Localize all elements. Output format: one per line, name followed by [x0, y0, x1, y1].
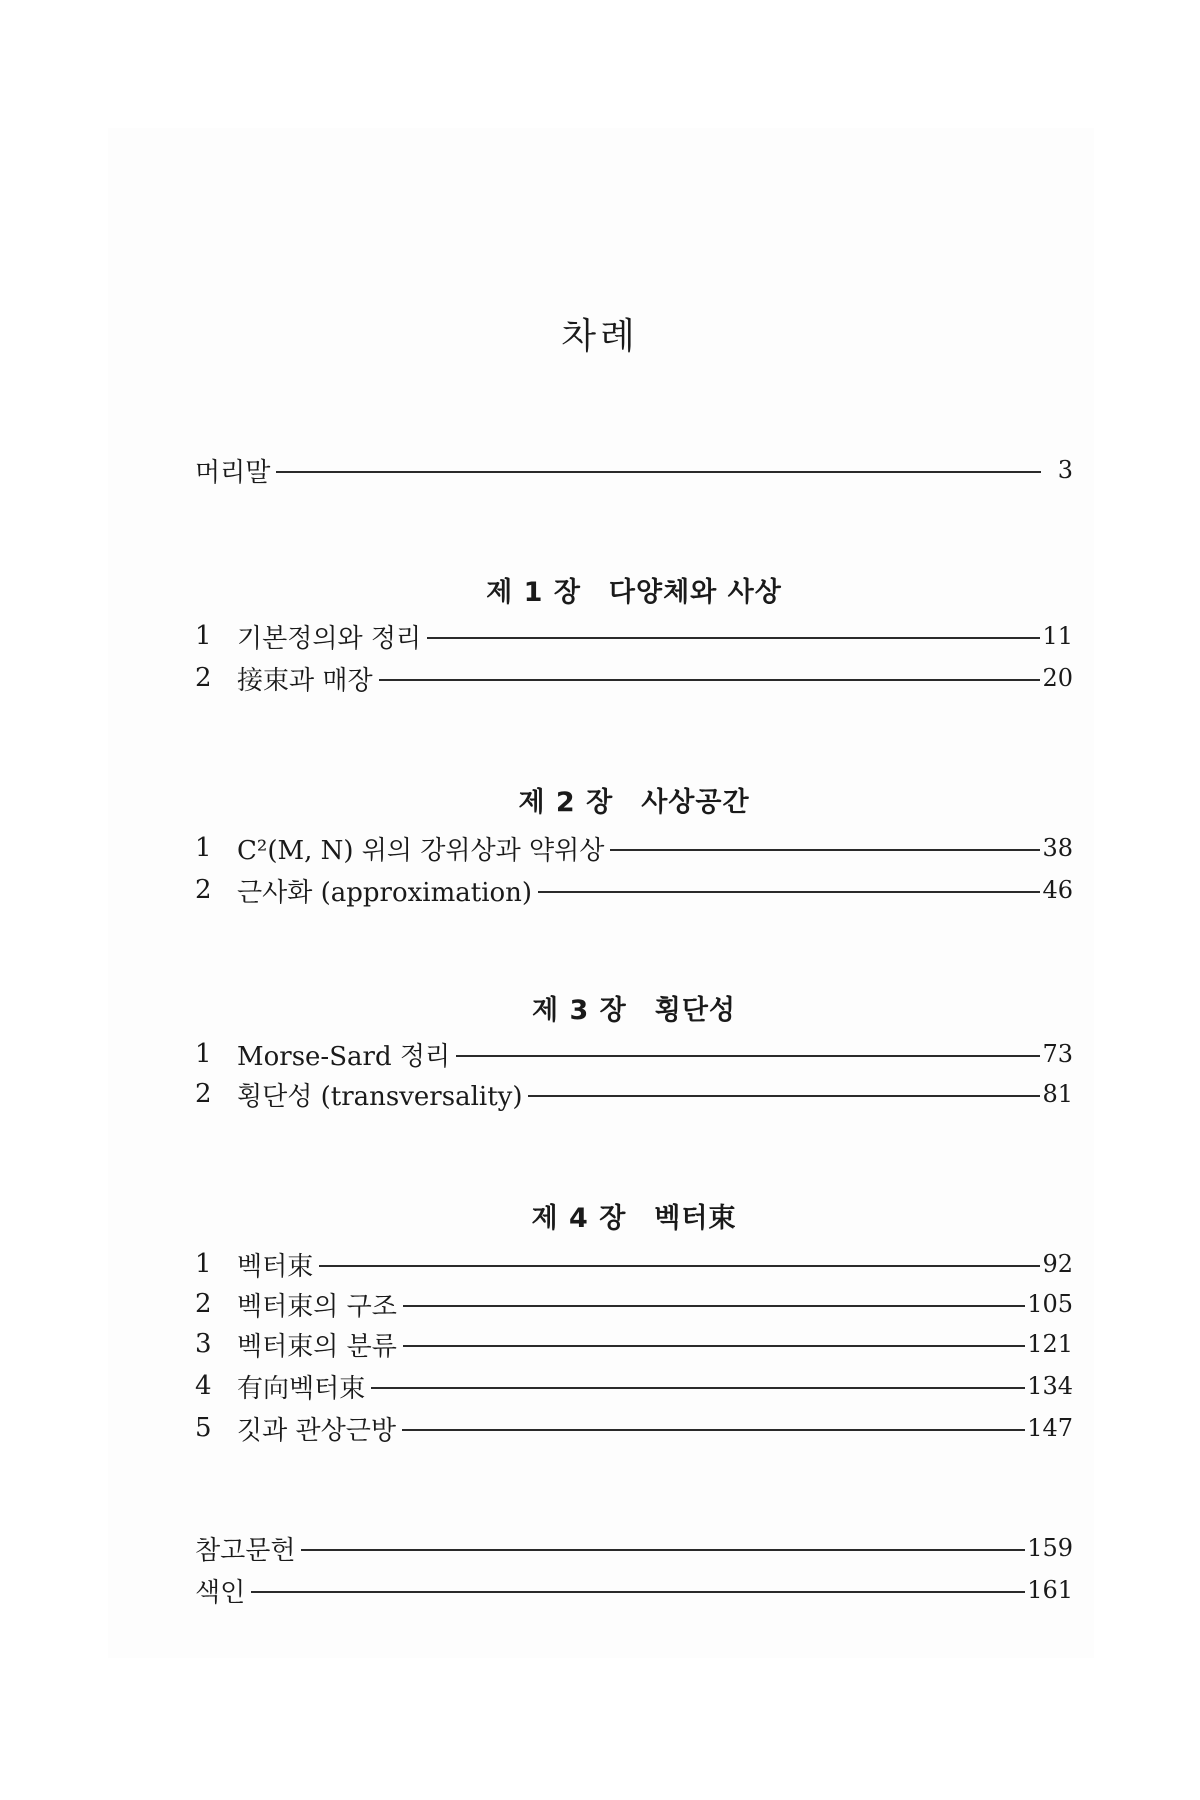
section-number: 2	[195, 1289, 212, 1319]
section-number: 2	[195, 875, 212, 905]
page-title: 차례	[561, 316, 639, 357]
chapter-number: 제 2 장	[518, 787, 614, 818]
toc-entry-index[interactable]	[195, 1572, 1073, 1608]
dot-leader	[402, 1429, 1025, 1431]
entry-label: 참고문헌	[195, 1535, 296, 1566]
dot-leader	[427, 637, 1040, 639]
chapter-heading-4	[195, 1196, 1073, 1235]
entry-page-number: 92	[1042, 1250, 1073, 1278]
toc-entry[interactable]	[195, 1036, 1073, 1072]
toc-entry[interactable]	[195, 872, 1073, 908]
entry-page-number: 73	[1042, 1040, 1073, 1068]
dot-leader	[276, 471, 1041, 473]
entry-page-number: 20	[1042, 664, 1073, 692]
toc-entry-preface[interactable]	[195, 452, 1073, 488]
entry-label: 벡터束	[237, 1251, 314, 1282]
chapter-title: 다양체와 사상	[608, 577, 782, 608]
toc-entry[interactable]	[195, 660, 1073, 696]
section-number: 1	[195, 1249, 212, 1279]
chapter-title: 벡터束	[654, 1203, 737, 1234]
entry-label: Morse-Sard 정리	[237, 1041, 451, 1072]
chapter-number: 제 1 장	[486, 577, 581, 608]
entry-page-number: 38	[1042, 834, 1073, 862]
dot-leader	[456, 1055, 1040, 1057]
section-number: 1	[195, 621, 212, 651]
entry-page-number: 159	[1027, 1534, 1073, 1562]
entry-label: 벡터束의 분류	[237, 1331, 397, 1362]
dot-leader	[610, 849, 1040, 851]
section-number: 4	[195, 1371, 212, 1401]
entry-page-number: 105	[1027, 1290, 1073, 1318]
chapter-heading-1	[195, 570, 1073, 609]
chapter-title: 사상공간	[641, 787, 750, 818]
dot-leader	[301, 1549, 1025, 1551]
entry-page-number: 81	[1042, 1080, 1073, 1108]
chapter-number: 제 3 장	[531, 995, 627, 1026]
toc-entry[interactable]	[195, 1410, 1073, 1446]
section-number: 2	[195, 663, 212, 693]
entry-page-number: 121	[1027, 1330, 1073, 1358]
dot-leader	[528, 1095, 1040, 1097]
entry-page-number: 161	[1027, 1576, 1073, 1604]
entry-label: 깃과 관상근방	[237, 1415, 396, 1446]
chapter-number: 제 4 장	[531, 1203, 627, 1234]
chapter-heading-3	[195, 988, 1073, 1027]
dot-leader	[538, 891, 1040, 893]
toc-entry[interactable]	[195, 1286, 1073, 1322]
section-number: 1	[195, 833, 212, 863]
section-number: 1	[195, 1039, 212, 1069]
dot-leader	[371, 1387, 1025, 1389]
entry-label: 벡터束의 구조	[237, 1291, 397, 1322]
toc-entry[interactable]	[195, 1368, 1073, 1404]
toc-entry[interactable]	[195, 830, 1073, 866]
dot-leader	[319, 1265, 1040, 1267]
dot-leader	[403, 1305, 1025, 1307]
entry-label: 기본정의와 정리	[237, 623, 422, 654]
dot-leader	[251, 1591, 1025, 1593]
chapter-heading-2	[195, 780, 1073, 819]
entry-page-number: 147	[1027, 1414, 1073, 1442]
entry-page-number: 46	[1042, 876, 1073, 904]
toc-entry-references[interactable]	[195, 1530, 1073, 1566]
dot-leader	[379, 679, 1041, 681]
entry-label: 有向벡터束	[237, 1373, 366, 1404]
entry-label: 머리말	[195, 457, 271, 488]
toc-entry[interactable]	[195, 1076, 1073, 1112]
section-number: 5	[195, 1413, 212, 1443]
entry-page-number: 3	[1057, 456, 1073, 484]
chapter-title: 횡단성	[654, 995, 736, 1026]
entry-label: 색인	[195, 1577, 246, 1608]
entry-page-number: 134	[1027, 1372, 1073, 1400]
section-number: 3	[195, 1329, 212, 1359]
toc-entry[interactable]	[195, 1246, 1073, 1282]
entry-label: C²(M, N) 위의 강위상과 약위상	[237, 835, 605, 866]
entry-label: 接束과 매장	[237, 665, 373, 696]
entry-page-number: 11	[1042, 622, 1073, 650]
section-number: 2	[195, 1079, 212, 1109]
dot-leader	[403, 1345, 1025, 1347]
toc-entry[interactable]	[195, 1326, 1073, 1362]
entry-label: 횡단성 (transversality)	[237, 1081, 523, 1112]
toc-entry[interactable]	[195, 618, 1073, 654]
entry-label: 근사화 (approximation)	[237, 877, 533, 908]
